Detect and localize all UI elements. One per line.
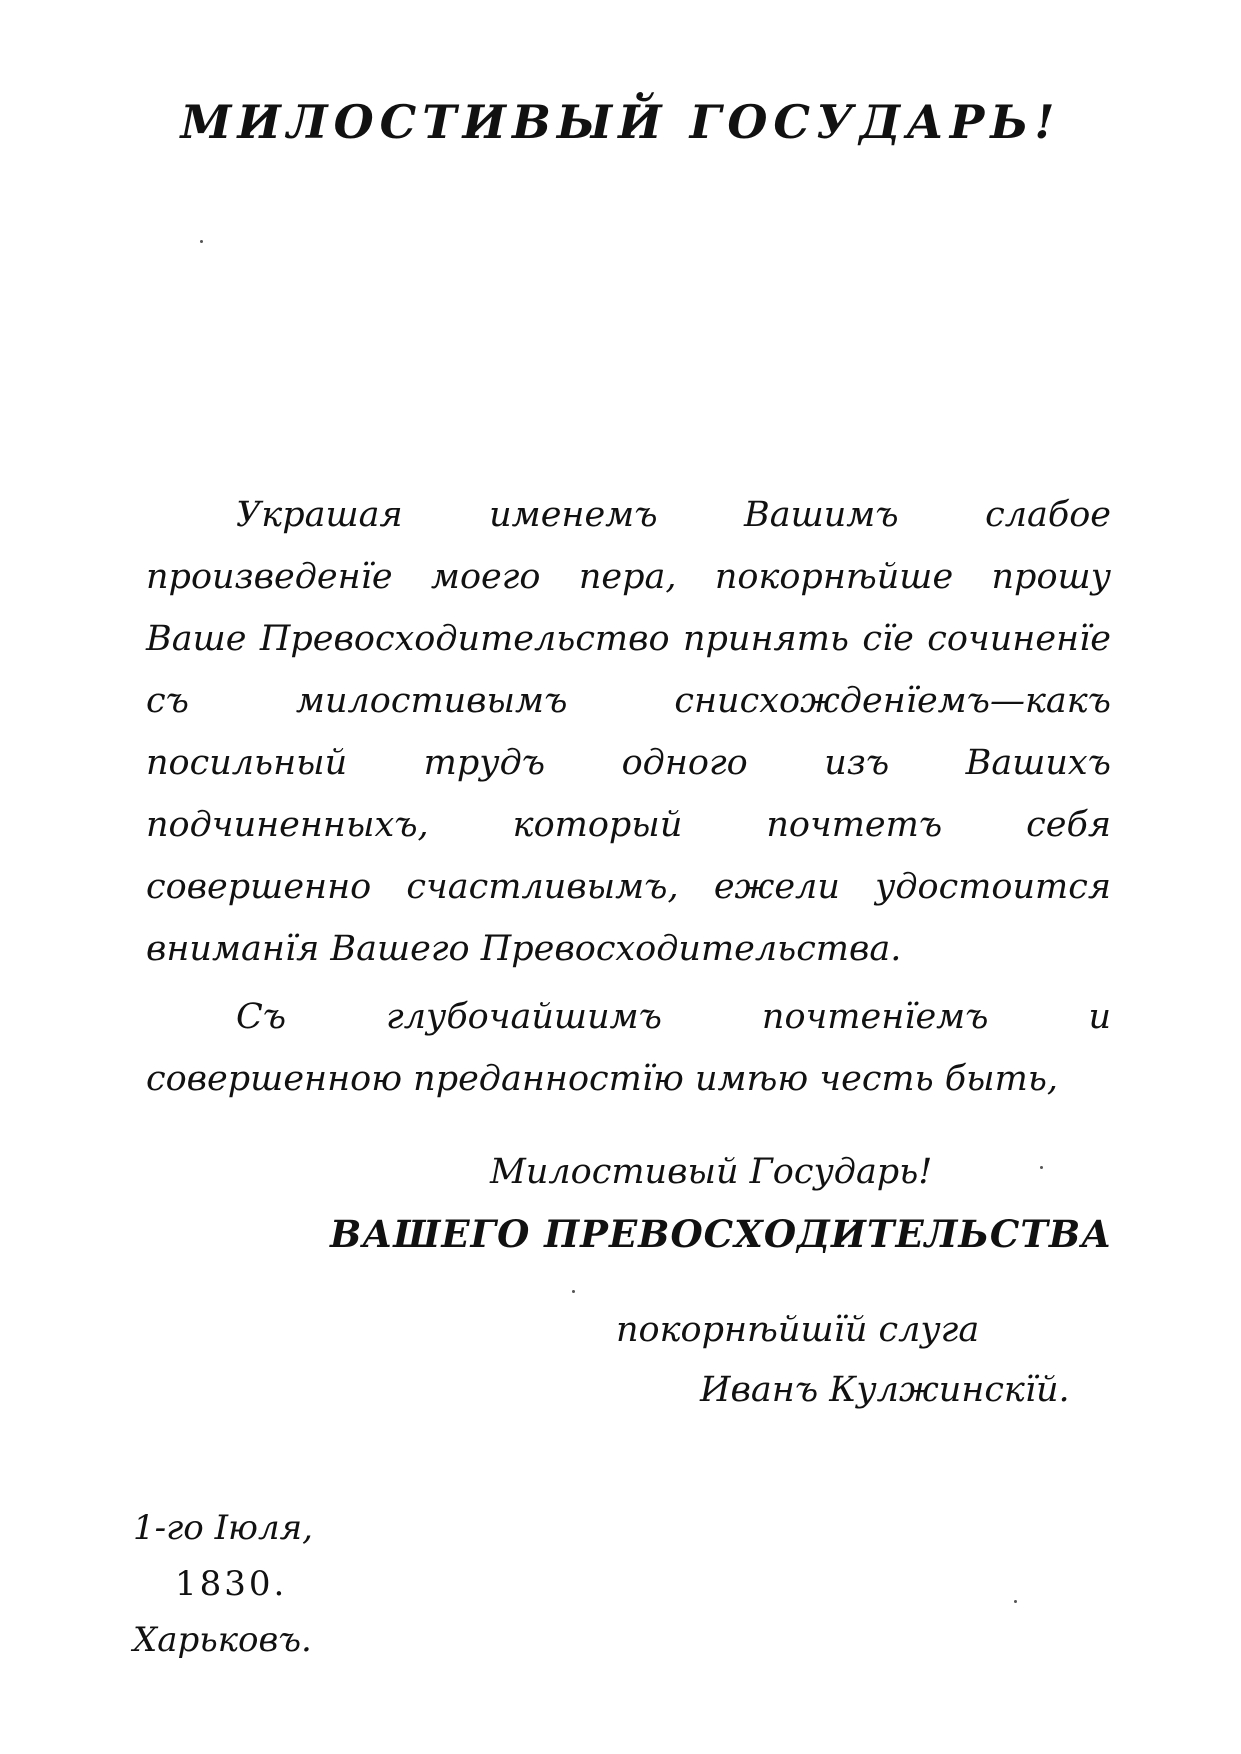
closing-title: ВАШЕГО ПРЕВОСХОДИТЕЛЬСТВА	[330, 1212, 1113, 1256]
closing-paragraph: Съ глубочайшимъ почтенїемъ и совершенною преданностїю имѣю честь быть,	[146, 997, 1111, 1099]
date-year: 1830.	[175, 1564, 288, 1604]
paper-speck	[572, 1290, 575, 1293]
paper-speck	[1014, 1600, 1017, 1603]
dedication-paragraph: Украшая именемъ Вашимъ слабое произведенїе моего пера, покорнѣйше прошу Ваше Превосходительство принять сїе сочиненїе съ милостивымъ снисхожденїемъ—какъ посильный трудъ одного изъ Вашихъ подчиненныхъ, который почтетъ себя совершенно счастливымъ, ежели удостоится вниманїя Вашего Превосходительства.	[146, 495, 1111, 969]
closing-salutation: Милостивый Государь!	[490, 1152, 933, 1192]
paper-speck	[200, 240, 203, 243]
signature-role: покорнѣйшїй слуга	[616, 1310, 980, 1350]
date-place: Харьковъ.	[133, 1620, 312, 1660]
date-block	[133, 1500, 313, 1668]
date-day: 1-го Іюля,	[133, 1508, 313, 1548]
signature-name: Иванъ Кулжинскїй.	[700, 1370, 1070, 1410]
dedication-heading: МИЛОСТИВЫЙ ГОСУДАРЬ!	[180, 95, 1061, 149]
dedication-body	[146, 484, 1111, 1110]
paper-speck	[1040, 1166, 1043, 1169]
